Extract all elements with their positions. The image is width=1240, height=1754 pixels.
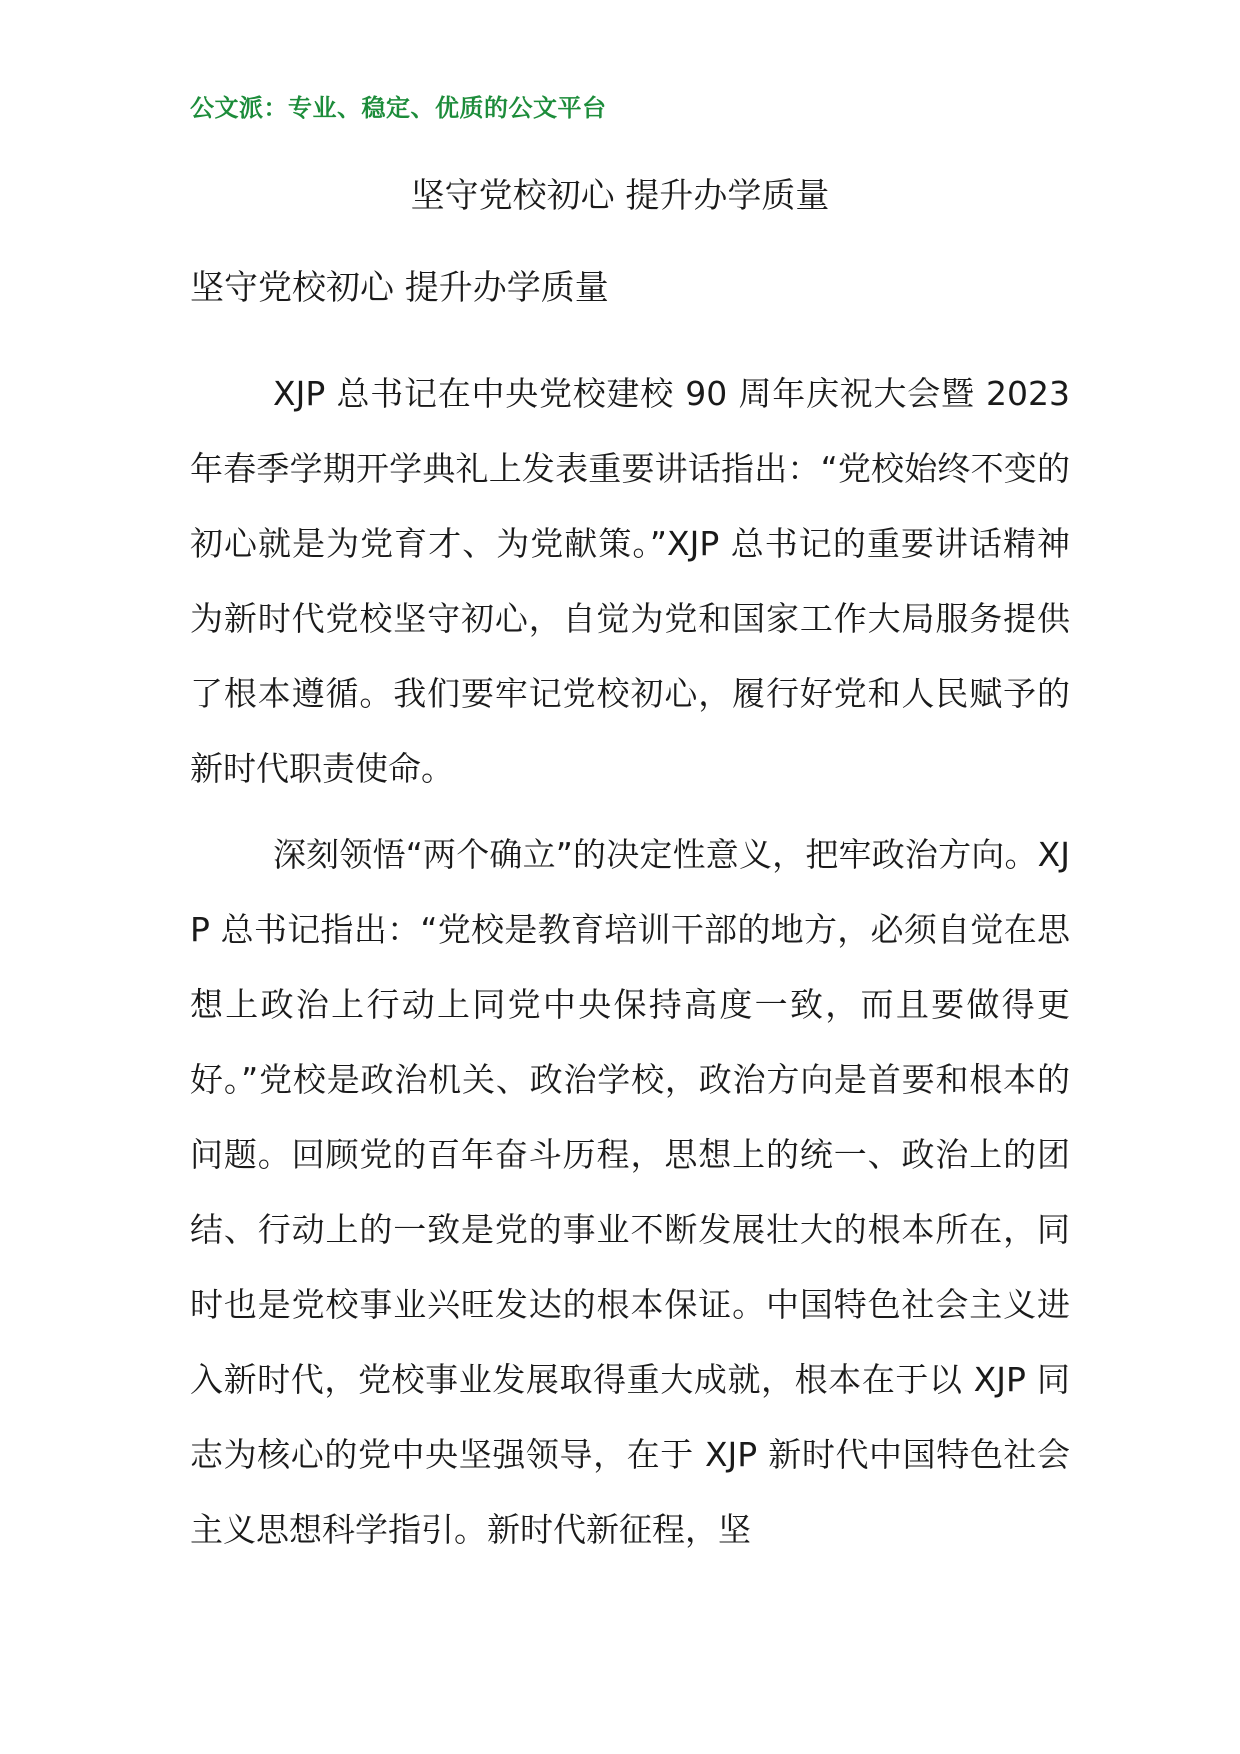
- body-paragraph-2: 深刻领悟“两个确立”的决定性意义，把牢政治方向。XJP 总书记指出：“党校是教育培训干部的地方，必须自觉在思想上政治上行动上同党中央保持高度一致，而且要做得更好。”党校是政治机关、政治学校，政治方向是首要和根本的问题。回顾党的百年奋斗历程，思想上的统一、政治上的团结、行动上的一致是党的事业不断发展壮大的根本所在，同时也是党校事业兴旺发达的根本保证。中国特色社会主义进入新时代，党校事业发展取得重大成就，根本在于以 XJP 同志为核心的党中央坚强领导，在于 XJP 新时代中国特色社会主义思想科学指引。新时代新征程，坚: [190, 835, 1070, 1549]
- document-subtitle: 坚守党校初心 提升办学质量: [190, 268, 609, 308]
- document-title: 坚守党校初心 提升办学质量: [410, 176, 830, 216]
- brand-header: 公文派：专业、稳定、优质的公文平台: [190, 94, 607, 122]
- document-body: [190, 356, 1070, 1578]
- body-paragraph-1: XJP 总书记在中央党校建校 90 周年庆祝大会暨 2023 年春季学期开学典礼上发表重要讲话指出：“党校始终不变的初心就是为党育才、为党献策。”XJP 总书记的重要讲话精神为新时代党校坚守初心，自觉为党和国家工作大局服务提供了根本遵循。我们要牢记党校初心，履行好党和人民赋予的新时代职责使命。: [190, 374, 1070, 788]
